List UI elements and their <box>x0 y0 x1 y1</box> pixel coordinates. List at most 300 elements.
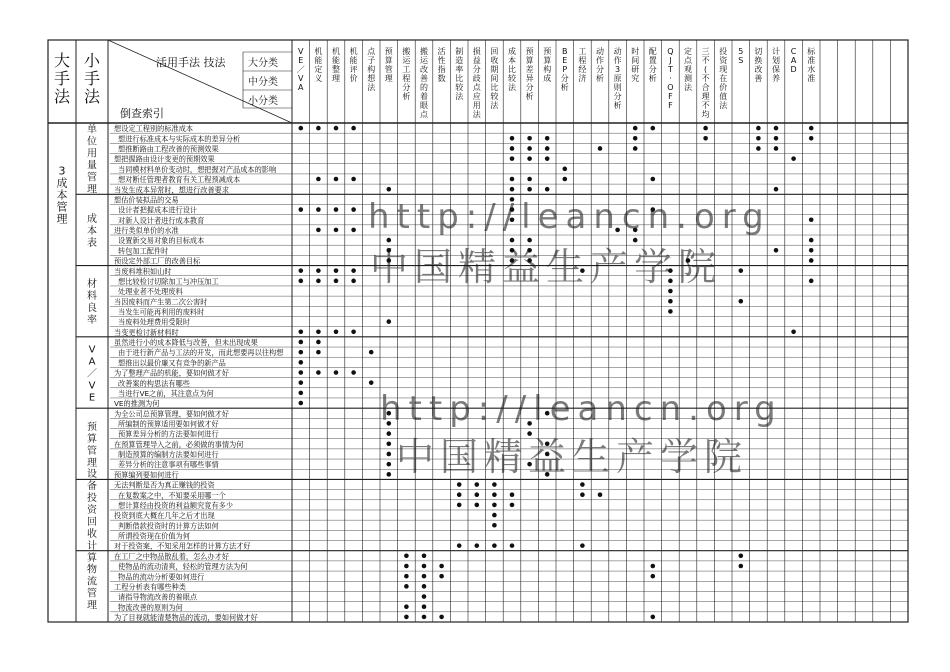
mark-dot <box>598 492 603 497</box>
method-column-header-char: V <box>298 47 304 56</box>
method-column-header-char: 保 <box>772 65 780 74</box>
mark-dot <box>334 279 339 284</box>
mark-dot <box>598 146 603 151</box>
mark-dot <box>510 136 515 141</box>
method-column-header-char: · <box>669 74 672 83</box>
method-column-header-char: 析 <box>525 92 534 101</box>
mark-dot <box>510 492 515 497</box>
method-column-header-char: 预 <box>525 47 534 56</box>
mark-dot <box>299 279 304 284</box>
row-label: 处理业者不处理废料 <box>118 287 183 297</box>
method-column-header-char: 法 <box>508 83 516 92</box>
method-column-header-char: 制 <box>455 47 464 56</box>
mark-dot <box>703 136 708 141</box>
mark-dot <box>492 503 497 508</box>
method-column-header-char: 合 <box>701 83 710 92</box>
row-label: 进行类似单价的水准 <box>114 226 179 236</box>
method-column-header-char: 机 <box>332 47 340 56</box>
method-column-header-char: 标 <box>807 47 816 56</box>
method-column-header-char: 定 <box>684 47 692 56</box>
row-label: 判断借款投资时的计算方法如何 <box>118 521 219 531</box>
method-column-header-char: 水 <box>807 65 816 74</box>
method-column-header-char: 作 <box>613 56 622 65</box>
mark-dot <box>299 391 304 396</box>
mark-dot <box>563 167 568 172</box>
mark-dot <box>774 187 779 192</box>
row-label: 当同模材料单价变动时，想把握对产品成本的影响 <box>118 164 277 174</box>
method-column-header-char: F <box>668 92 673 101</box>
method-column-header-char: 点 <box>367 47 376 56</box>
mark-dot <box>369 350 374 355</box>
row-label: 预算差异分析的方法要如何进行 <box>118 429 219 439</box>
mark-dot <box>316 177 321 182</box>
method-column-header-char: 搬 <box>402 47 411 56</box>
mark-dot <box>774 126 779 131</box>
method-column-header-char: 算 <box>525 56 534 65</box>
mark-dot <box>387 452 392 457</box>
method-column-header-char: Q <box>667 47 674 56</box>
mark-dot <box>739 564 744 569</box>
method-column-header-char: 构 <box>367 65 376 74</box>
method-column-header-char: 原 <box>613 74 622 83</box>
method-column-header-char: ／ <box>296 65 305 74</box>
row-label: 所编制的预算适用要如何做才好 <box>118 419 219 429</box>
row-label: 使物品的流动清爽，轻松的管理方法为何 <box>118 562 248 572</box>
mark-dot <box>651 574 656 579</box>
mark-dot <box>422 584 427 589</box>
method-column-header-char: 想 <box>367 74 376 83</box>
row-label: 在预算管理导入之前，必须做的事情为何 <box>114 439 244 449</box>
row-label: 当进行VE之前，其注意点为何 <box>118 388 214 398</box>
mark-dot <box>299 340 304 345</box>
row-label: 改善案的构思法有哪些 <box>118 378 190 388</box>
mark-dot <box>404 604 409 609</box>
method-column-header-char: 收 <box>490 56 499 65</box>
mark-dot <box>299 126 304 131</box>
method-column-header-char: 养 <box>772 74 780 83</box>
method-column-header-char: 机 <box>314 47 323 56</box>
mark-dot <box>351 177 356 182</box>
row-label: 想推出以最价廉又有竞争的新产品 <box>118 358 226 368</box>
row-label: 当废料处理费用受限时 <box>118 317 190 327</box>
method-column-header-char: 不 <box>701 101 710 110</box>
mark-dot <box>316 350 321 355</box>
mark-dot <box>299 268 304 273</box>
watermark-name-1: 中国精益生产学院 <box>370 245 723 289</box>
mark-dot <box>422 594 427 599</box>
method-column-header-char: 点 <box>420 110 428 119</box>
method-column-header-char: E <box>562 56 568 65</box>
mark-dot <box>316 370 321 375</box>
method-column-header-char: 较 <box>455 83 464 92</box>
mark-dot <box>316 329 321 334</box>
mark-dot <box>404 564 409 569</box>
mark-dot <box>580 482 585 487</box>
row-label: 对于投资案，不知采用怎样的计算方法才好 <box>114 541 251 551</box>
method-column-header-char: A <box>790 56 797 65</box>
method-column-header-char: 能 <box>314 56 323 65</box>
method-column-header-char: 理 <box>332 74 340 83</box>
method-column-header-char: 3 <box>615 65 621 74</box>
section-title: 3 成本管理 <box>56 164 68 226</box>
mark-dot <box>316 126 321 131</box>
method-column-header-char: F <box>668 101 673 110</box>
mark-dot <box>545 156 550 161</box>
row-label: 无法判断是否为真正赚钱的投资 <box>114 480 215 490</box>
mark-dot <box>756 136 761 141</box>
method-column-header-char: 理 <box>701 92 710 101</box>
subsection-title: 预算管理 <box>87 421 97 469</box>
method-column-header-char: E <box>298 56 304 65</box>
row-label: 转包加工配件时 <box>118 246 169 256</box>
mark-dot <box>299 401 304 406</box>
method-column-header-char: 定 <box>314 65 323 74</box>
row-label: 制造预算的编制方法要如何进行 <box>118 450 219 460</box>
mark-dot <box>475 543 480 548</box>
method-column-header-char: 置 <box>648 56 657 65</box>
method-column-header-char: 成 <box>508 47 516 56</box>
method-column-header-char: ( <box>704 65 708 74</box>
row-label: 工程分析表有哪些种类 <box>114 582 186 592</box>
mark-dot <box>316 228 321 233</box>
mark-dot <box>545 136 550 141</box>
mark-dot <box>492 492 497 497</box>
mark-dot <box>475 503 480 508</box>
method-column-header-char: 眼 <box>420 101 428 110</box>
mark-dot <box>316 207 321 212</box>
row-label: 为了目视就能清楚物品的流动，要如何做才好 <box>114 613 258 622</box>
row-label: 当废料堆积如山时 <box>114 266 172 276</box>
method-column-header-char: 期 <box>490 65 499 74</box>
subsection-title: 物流管理 <box>87 564 97 612</box>
row-label: 对新人设计者进行成本教育 <box>118 215 205 225</box>
row-label: 当发生可能再利用的废料时 <box>118 307 205 317</box>
mark-dot <box>774 248 779 253</box>
method-column-header-char: 成 <box>543 74 552 83</box>
row-label: 当因废料而产生第二次公害时 <box>114 297 208 307</box>
method-column-header-char: 析 <box>648 74 657 83</box>
mark-dot <box>387 319 392 324</box>
row-label: 物流改善的原则为何 <box>118 602 183 612</box>
mark-dot <box>439 564 444 569</box>
method-column-header-char: 益 <box>472 56 481 65</box>
method-column-header-char: 准 <box>807 56 816 65</box>
method-column-header-char: 在 <box>719 74 728 83</box>
mark-dot <box>387 431 392 436</box>
mark-dot <box>334 268 339 273</box>
mark-dot <box>545 187 550 192</box>
method-column-header-char: 造 <box>455 56 464 65</box>
method-column-header-char: V <box>298 74 304 83</box>
method-column-header-char: 三 <box>701 47 710 56</box>
mark-dot <box>316 279 321 284</box>
subsection-title: 成本表 <box>87 213 97 249</box>
mark-dot <box>457 492 462 497</box>
mark-dot <box>299 350 304 355</box>
method-column-header-char: 比 <box>490 83 499 92</box>
method-column-header-char: 法 <box>455 92 464 101</box>
row-label: 想进行标准成本与实际成本的差异分析 <box>118 134 241 144</box>
mark-dot <box>422 564 427 569</box>
method-column-header-char: 作 <box>596 56 604 65</box>
method-column-header-char: 预 <box>384 47 393 56</box>
watermark-url-2: http://leancn.org <box>380 389 783 429</box>
row-label: 当发生成本异常时，想进行改善要求 <box>114 185 230 195</box>
method-column-header-char: 5 <box>738 47 744 56</box>
mark-dot <box>510 187 515 192</box>
row-label: 想估价装拟品的交易 <box>114 195 179 205</box>
method-column-header-char: 不 <box>701 74 710 83</box>
mark-dot <box>756 146 761 151</box>
method-column-header-char: 性 <box>437 56 446 65</box>
method-column-header-char: D <box>790 65 797 74</box>
mark-dot <box>457 482 462 487</box>
mark-dot <box>404 574 409 579</box>
method-column-header-char: 子 <box>367 56 376 65</box>
row-label: 想计算经由投资的利益额究竟有多少 <box>118 500 234 510</box>
mark-dot <box>739 554 744 559</box>
method-column-header-char: 率 <box>455 65 464 74</box>
mark-dot <box>791 156 796 161</box>
row-label: 想比较检讨切除加工与冲压加工 <box>118 276 219 286</box>
mark-dot <box>510 503 515 508</box>
method-column-header-char: T <box>667 65 673 74</box>
mark-dot <box>651 615 656 620</box>
method-column-header-char: 法 <box>719 101 728 110</box>
row-label: 投资到底大概在几年之后才出现 <box>114 511 215 521</box>
row-label: 设置新交易对象的目标成本 <box>118 236 205 246</box>
method-column-header-char: 评 <box>349 65 358 74</box>
mark-dot <box>351 207 356 212</box>
mark-dot <box>422 554 427 559</box>
mark-dot <box>809 248 814 253</box>
mark-dot <box>351 279 356 284</box>
mark-dot <box>334 126 339 131</box>
method-column-header-char: 分 <box>648 65 657 74</box>
method-column-header-char: 点 <box>472 83 481 92</box>
method-column-header-char: 改 <box>754 65 763 74</box>
method-column-header-char: 活 <box>437 47 446 56</box>
method-column-header-char: 工 <box>578 47 587 56</box>
mark-dot <box>527 156 532 161</box>
mark-dot <box>527 177 532 182</box>
method-column-header-char: 理 <box>384 74 393 83</box>
mark-dot <box>756 126 761 131</box>
mark-dot <box>809 258 814 263</box>
applied-method-header: 活用手法 技法 <box>156 56 226 69</box>
mark-dot <box>387 187 392 192</box>
method-column-header-char: 均 <box>701 110 710 119</box>
method-column-header-char: 比 <box>455 74 464 83</box>
row-label: 想把握路由设计变更的预期效果 <box>114 154 215 164</box>
mark-dot <box>809 279 814 284</box>
mark-dot <box>475 482 480 487</box>
method-column-header-char: 比 <box>508 65 516 74</box>
row-label: 物品的流动分析要如何进行 <box>118 572 205 582</box>
mark-dot <box>334 370 339 375</box>
mark-dot <box>633 136 638 141</box>
method-column-header-char: 算 <box>384 56 393 65</box>
mark-dot <box>334 207 339 212</box>
mark-dot <box>404 615 409 620</box>
mark-dot <box>492 523 497 528</box>
mark-dot <box>527 187 532 192</box>
method-column-header-char: 义 <box>314 74 323 83</box>
mark-dot <box>703 126 708 131</box>
method-column-header-char: 善 <box>420 74 428 83</box>
row-label: 在工厂之中物品散乱着，怎么办才好 <box>114 551 230 561</box>
level-medium-label: 中分类 <box>248 77 278 88</box>
mark-dot <box>510 238 515 243</box>
mark-dot <box>809 217 814 222</box>
mark-dot <box>299 329 304 334</box>
mark-dot <box>651 126 656 131</box>
mark-dot <box>633 238 638 243</box>
level-large-label: 大分类 <box>248 58 278 69</box>
mark-dot <box>668 289 673 294</box>
mark-dot <box>492 482 497 487</box>
row-label: 在复数案之中，不知要采用哪一个 <box>118 490 226 500</box>
method-column-header-char: 换 <box>754 56 763 65</box>
method-column-header-char: 数 <box>437 74 446 83</box>
method-column-header-char: 析 <box>560 83 569 92</box>
small-category-header: 小手法 <box>83 51 101 106</box>
method-column-header-char: 较 <box>490 92 499 101</box>
method-column-header-char: 分 <box>472 65 481 74</box>
method-column-header-char: 预 <box>543 47 552 56</box>
method-column-header-char: 歧 <box>472 74 481 83</box>
method-column-header-char: 程 <box>402 74 411 83</box>
level-small-label: 小分类 <box>248 96 278 107</box>
method-column-header-char: 资 <box>719 56 728 65</box>
method-column-header-char: 指 <box>437 65 446 74</box>
subsection-title: 单位用量管理 <box>87 124 97 196</box>
mark-dot <box>351 370 356 375</box>
row-label: 想对断任管理者教育有关工程预减成本 <box>118 175 241 185</box>
watermark-url-1: http://leancn.org <box>368 197 771 237</box>
mark-dot <box>457 543 462 548</box>
mark-dot <box>580 492 585 497</box>
method-column-header-char: P <box>562 65 568 74</box>
mark-dot <box>299 370 304 375</box>
mark-dot <box>739 299 744 304</box>
subsection-title: V A ／ V E <box>87 344 97 404</box>
mark-dot <box>774 146 779 151</box>
mark-dot <box>510 156 515 161</box>
method-column-header-char: 运 <box>402 56 411 65</box>
mark-dot <box>351 228 356 233</box>
mark-dot <box>387 472 392 477</box>
mark-dot <box>369 380 374 385</box>
method-column-header-char: B <box>562 47 568 56</box>
method-column-header-char: C <box>790 47 797 56</box>
row-label: 虽然进行小的成本降低与改善，但未出现成果 <box>114 338 258 348</box>
mark-dot <box>387 462 392 467</box>
method-column-header-char: 分 <box>525 83 534 92</box>
mark-dot <box>633 146 638 151</box>
mark-dot <box>739 268 744 273</box>
mark-dot <box>316 268 321 273</box>
method-column-header-char: 应 <box>472 92 481 101</box>
mark-dot <box>809 126 814 131</box>
method-column-header-char: 间 <box>490 74 499 83</box>
method-column-header-char: 法 <box>472 110 481 119</box>
mark-dot <box>492 513 497 518</box>
mark-dot <box>527 136 532 141</box>
mark-dot <box>510 177 515 182</box>
method-column-header-char: 则 <box>613 83 622 92</box>
mark-dot <box>457 503 462 508</box>
method-column-header-char: 工 <box>402 65 411 74</box>
method-column-header-char: 改 <box>420 65 428 74</box>
mark-dot <box>439 574 444 579</box>
method-column-header-char: 研 <box>631 65 640 74</box>
mark-dot <box>351 329 356 334</box>
mark-dot <box>422 615 427 620</box>
mark-dot <box>563 177 568 182</box>
method-column-header-char: 程 <box>578 56 587 65</box>
method-column-header-char: 的 <box>420 83 428 92</box>
mark-dot <box>475 492 480 497</box>
mark-dot <box>404 584 409 589</box>
mark-dot <box>299 360 304 365</box>
row-label: 预算编列要如何进行 <box>114 470 179 480</box>
method-column-header-char: 回 <box>490 47 499 56</box>
row-label: 想推断路由工程改善的预测效果 <box>118 144 219 154</box>
method-column-header-char: 较 <box>508 74 516 83</box>
mark-dot <box>527 146 532 151</box>
method-column-header-char: A <box>298 83 304 92</box>
row-label: 所谓投资现在价值为何 <box>118 531 190 541</box>
method-column-header-char: 经 <box>578 65 587 74</box>
mark-dot <box>809 238 814 243</box>
method-column-header-char: 测 <box>684 74 692 83</box>
method-column-header-char: 准 <box>807 74 816 83</box>
method-column-header-char: 用 <box>472 101 481 110</box>
mark-dot <box>510 146 515 151</box>
method-column-header-char: 着 <box>420 92 428 101</box>
row-label: 请指导物流改善的着眼点 <box>118 592 198 602</box>
method-column-header-char: 价 <box>349 74 358 83</box>
mark-dot <box>809 136 814 141</box>
method-column-header-char: 时 <box>631 47 640 56</box>
method-column-header-char: 动 <box>596 47 604 56</box>
mark-dot <box>404 554 409 559</box>
watermark-name-2: 中国精益生产学院 <box>396 435 749 479</box>
mark-dot <box>387 441 392 446</box>
row-label: 设计者把握成本进行设计 <box>118 205 198 215</box>
mark-dot <box>422 574 427 579</box>
row-label: 想设定工程别的标准成本 <box>114 124 194 134</box>
method-column-header-char: 差 <box>525 65 534 74</box>
mark-dot <box>633 126 638 131</box>
row-label: 为了整理产品的机能，要如何做才好 <box>114 368 230 378</box>
method-column-header-char: O <box>667 83 674 92</box>
method-column-header-char: 配 <box>648 47 657 56</box>
method-column-header-char: 究 <box>631 74 640 83</box>
method-column-header-char: 分 <box>596 65 604 74</box>
mark-dot <box>527 238 532 243</box>
method-column-header-char: 分 <box>613 92 622 101</box>
row-label: 预设定外部工厂的改善目标 <box>114 256 201 266</box>
method-column-header-char: 善 <box>754 74 763 83</box>
method-column-header-char: 法 <box>490 101 499 110</box>
mark-dot <box>351 268 356 273</box>
method-column-header-char: 机 <box>349 47 358 56</box>
row-label: 为全公司总预算管理，要如何做才好 <box>114 409 230 419</box>
method-column-header-char: 济 <box>578 74 587 83</box>
mark-dot <box>351 126 356 131</box>
